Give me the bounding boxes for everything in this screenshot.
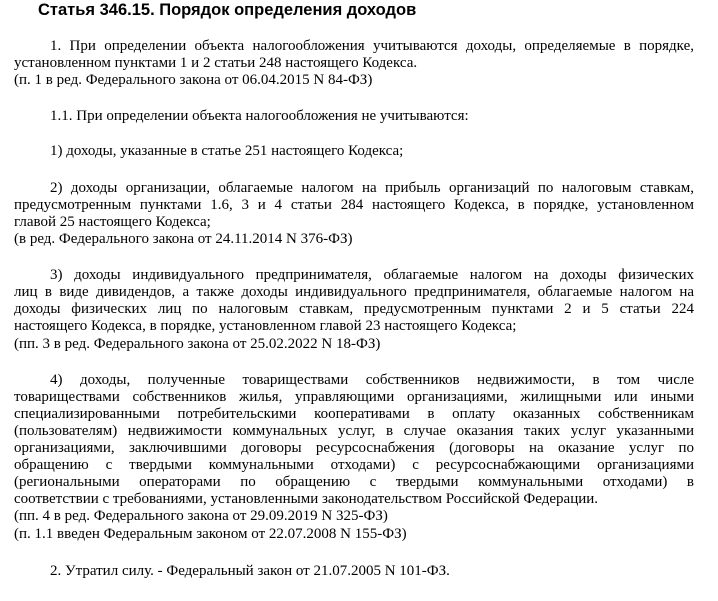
paragraph-2: 2. Утратил силу. - Федеральный закон от 21.07.2005 N 101-ФЗ. xyxy=(50,563,450,579)
item-4-line-7: (региональными операторами по обращению с твердыми коммунальными отходами) в xyxy=(14,474,694,490)
item-2-note: (в ред. Федерального закона от 24.11.2014 N 376-ФЗ) xyxy=(14,231,353,247)
item-4-line-6: обращению с твердыми коммунальными отходами) с ресурсоснабжающими организациями xyxy=(14,457,694,473)
item-2-line-2: предусмотренным пунктами 1.6, 3 и 4 статьи 284 настоящего Кодекса, в порядке, установленном xyxy=(14,197,694,213)
paragraph-1-line-1: 1. При определении объекта налогообложения учитываются доходы, определяемые в порядке, xyxy=(50,38,694,54)
paragraph-1-line-2: установленном пунктами 1 и 2 статьи 248 настоящего Кодекса. xyxy=(14,55,418,71)
item-1: 1) доходы, указанные в статье 251 настоящего Кодекса; xyxy=(50,143,404,159)
item-3-line-1: 3) доходы индивидуального предпринимателя, облагаемые налогом на доходы физических xyxy=(50,267,694,283)
paragraph-1-note: (п. 1 в ред. Федерального закона от 06.04.2015 N 84-ФЗ) xyxy=(14,72,373,88)
item-2-line-3: главой 25 настоящего Кодекса; xyxy=(14,214,211,230)
item-4-note-1: (пп. 4 в ред. Федерального закона от 29.09.2019 N 325-ФЗ) xyxy=(14,508,388,524)
item-4-line-3: специализированными потребительскими кооперативами в оплату оказанных собственникам xyxy=(14,406,694,422)
item-3-line-2: лиц в виде дивидендов, а также доходы индивидуального предпринимателя, облагаемые налогом на xyxy=(14,284,694,300)
item-4-line-5: организациями, заключившими договоры ресурсоснабжения (договоры на оказание услуг по xyxy=(14,440,694,456)
item-4-note-2: (п. 1.1 введен Федеральным законом от 22.07.2008 N 155-ФЗ) xyxy=(14,526,407,542)
item-4-line-1: 4) доходы, полученные товариществами собственников недвижимости, в том числе xyxy=(50,372,694,388)
item-4-line-2: товариществами собственников жилья, управляющими организациями, жилищными или иными xyxy=(14,389,694,405)
item-2-line-1: 2) доходы организации, облагаемые налогом на прибыль организаций по налоговым ставкам, xyxy=(50,180,694,196)
item-3-line-3: доходы физических лиц по налоговым ставкам, предусмотренным пунктами 2 и 5 статьи 224 xyxy=(14,301,694,317)
item-4-line-4: (пользователям) недвижимости коммунальных услуг, в случае оказания таких услуг указанными xyxy=(14,423,694,439)
item-3-line-4: настоящего Кодекса, в порядке, установленном главой 23 настоящего Кодекса; xyxy=(14,318,517,334)
article-title: Статья 346.15. Порядок определения доходов xyxy=(38,1,417,19)
paragraph-1-1: 1.1. При определении объекта налогообложения не учитываются: xyxy=(50,108,469,124)
item-4-line-8: соответствии с требованиями, установленными законодательством Российской Федерации. xyxy=(14,491,599,507)
item-3-note: (пп. 3 в ред. Федерального закона от 25.02.2022 N 18-ФЗ) xyxy=(14,336,381,352)
